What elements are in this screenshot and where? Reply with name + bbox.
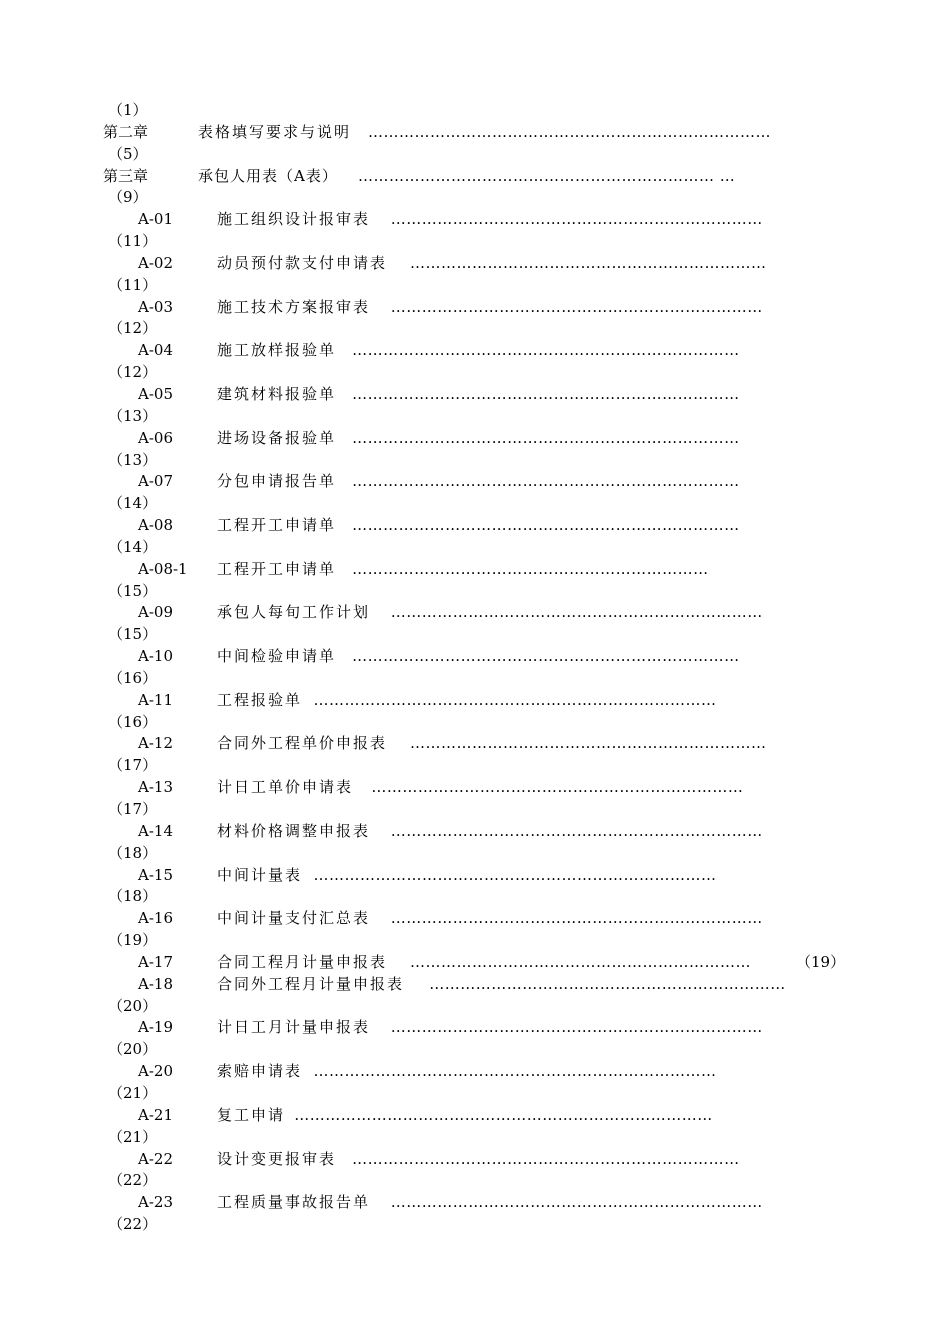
item-code: A-03 xyxy=(138,297,173,316)
leader-dots: …………………………………………………………… xyxy=(410,734,767,753)
page-ref-line xyxy=(103,930,863,952)
page-ref-line xyxy=(103,275,863,297)
page-number: （17） xyxy=(108,800,158,818)
item-title: 工程质量事故报告单 xyxy=(217,1193,371,1212)
page-number: （22） xyxy=(108,1171,158,1190)
item-code: A-10 xyxy=(138,647,173,666)
leader-dots: ………………………………………………………………… xyxy=(352,384,740,403)
page-number: （12） xyxy=(108,319,158,338)
page-number: （21） xyxy=(108,1127,158,1146)
toc-item-row xyxy=(103,297,863,319)
toc-item-row xyxy=(103,253,863,275)
leader-dots: ……………………………………………………………… xyxy=(390,210,763,229)
page-number: （19） xyxy=(108,931,158,950)
toc-item-row xyxy=(103,974,863,996)
toc-item-row xyxy=(103,1017,863,1039)
item-title: 施工组织设计报审表 xyxy=(217,210,371,229)
page-ref-line xyxy=(103,1170,863,1192)
item-title: 材料价格调整申报表 xyxy=(217,821,371,840)
toc-item-row xyxy=(103,471,863,493)
page-ref-line xyxy=(103,1127,863,1149)
leader-dots: ………………………………………………………………… xyxy=(352,647,740,666)
toc-item-row xyxy=(103,602,863,624)
page-ref-line xyxy=(103,886,863,908)
page-ref-line xyxy=(103,144,863,166)
item-code: A-04 xyxy=(138,341,173,360)
toc-chapter-3 xyxy=(103,166,863,188)
page-ref-line xyxy=(103,996,863,1018)
item-code: A-15 xyxy=(138,865,173,884)
page-number: （9） xyxy=(108,188,148,207)
toc-item-row xyxy=(103,515,863,537)
leader-dots: ………………………………………………………………… xyxy=(352,516,740,535)
chapter-title: 表格填写要求与说明 xyxy=(198,122,352,141)
leader-dots: ……………………………………………………………… xyxy=(390,1018,763,1037)
item-title: 施工放样报验单 xyxy=(217,341,337,360)
toc-item-row xyxy=(103,646,863,668)
item-code: A-22 xyxy=(138,1149,173,1168)
leader-dots: …………………………………………………………………… xyxy=(313,1062,717,1081)
item-title: 索赔申请表 xyxy=(217,1062,303,1081)
item-code: A-05 xyxy=(138,384,173,403)
item-title: 工程报验单 xyxy=(217,690,303,709)
page-ref-line xyxy=(103,843,863,865)
item-title: 承包人每旬工作计划 xyxy=(217,603,371,622)
table-of-contents xyxy=(103,100,863,1236)
page-ref-line xyxy=(103,1083,863,1105)
leader-dots: ………………………………………………………………… xyxy=(352,428,740,447)
page-number: （19） xyxy=(796,952,846,971)
toc-item-row xyxy=(103,1105,863,1127)
leader-dots: …………………………………………………………… xyxy=(410,253,767,272)
page-number: （21） xyxy=(108,1083,158,1102)
toc-item-row xyxy=(103,1061,863,1083)
toc-item-row xyxy=(103,340,863,362)
chapter-label: 第三章 xyxy=(103,166,149,185)
item-title: 工程开工申请单 xyxy=(217,516,337,535)
item-code: A-09 xyxy=(138,603,173,622)
page-ref-line xyxy=(103,668,863,690)
page-ref-line xyxy=(103,450,863,472)
toc-item-row xyxy=(103,733,863,755)
toc-item-row xyxy=(103,821,863,843)
page-number: （11） xyxy=(108,232,158,251)
page-number: （14） xyxy=(108,494,158,513)
leader-dots: …………………………………………………………………… xyxy=(368,122,771,141)
leader-dots: …………………………………………………………… … xyxy=(358,166,736,185)
item-code: A-11 xyxy=(138,690,173,709)
page-number: （15） xyxy=(108,581,158,600)
leader-dots: …………………………………………………………………… xyxy=(313,690,717,709)
leader-dots: …………………………………………………………… xyxy=(429,974,786,993)
item-code: A-12 xyxy=(138,734,173,753)
item-title: 设计变更报审表 xyxy=(217,1149,337,1168)
toc-chapter-2 xyxy=(103,122,863,144)
page-number: （20） xyxy=(108,996,158,1015)
item-title: 建筑材料报验单 xyxy=(217,384,337,403)
page-ref-line xyxy=(103,537,863,559)
item-code: A-01 xyxy=(138,210,173,229)
leader-dots: ………………………………………………………………… xyxy=(352,341,740,360)
chapter-title: 承包人用表（A表） xyxy=(198,166,338,185)
item-code: A-13 xyxy=(138,778,173,797)
page-ref-line xyxy=(103,755,863,777)
toc-item-row xyxy=(103,865,863,887)
item-title: 计日工单价申请表 xyxy=(217,778,354,797)
page-number: （18） xyxy=(108,887,158,906)
toc-item-row xyxy=(103,384,863,406)
leader-dots: ………………………………………………………… xyxy=(410,952,751,971)
page-ref-line xyxy=(103,100,863,122)
page-number: （16） xyxy=(108,712,158,731)
toc-item-row xyxy=(103,952,863,974)
item-title: 合同外工程月计量申报表 xyxy=(217,974,405,993)
page-number: （17） xyxy=(108,756,158,775)
item-code: A-21 xyxy=(138,1105,173,1124)
toc-item-row xyxy=(103,908,863,930)
page-ref-line xyxy=(103,1214,863,1236)
item-title: 中间计量表 xyxy=(217,865,303,884)
leader-dots: ……………………………………………………………… xyxy=(390,821,763,840)
page-ref-line xyxy=(103,231,863,253)
page-ref-line xyxy=(103,799,863,821)
page-number: （16） xyxy=(108,668,158,687)
page-ref-line xyxy=(103,406,863,428)
page-ref-line xyxy=(103,581,863,603)
leader-dots: ……………………………………………………………… xyxy=(390,1193,763,1212)
toc-item-row xyxy=(103,559,863,581)
page-number: （13） xyxy=(108,406,158,425)
page-ref-line xyxy=(103,318,863,340)
page-number: （12） xyxy=(108,363,158,382)
toc-item-row xyxy=(103,1149,863,1171)
leader-dots: ……………………………………………………………… xyxy=(390,603,763,622)
item-title: 合同外工程单价申报表 xyxy=(217,734,388,753)
page-ref-line xyxy=(103,493,863,515)
page-number: （15） xyxy=(108,625,158,644)
page-number: （18） xyxy=(108,843,158,862)
item-title: 中间计量支付汇总表 xyxy=(217,909,371,928)
page-ref-line xyxy=(103,712,863,734)
page-number: （22） xyxy=(108,1215,158,1234)
leader-dots: ……………………………………………………………………… xyxy=(294,1105,713,1124)
toc-item-row xyxy=(103,428,863,450)
item-code: A-02 xyxy=(138,253,173,272)
item-title: 复工申请 xyxy=(217,1105,286,1124)
item-code: A-07 xyxy=(138,472,173,491)
toc-item-row xyxy=(103,690,863,712)
page-ref-line xyxy=(103,362,863,384)
item-code: A-08-1 xyxy=(138,559,188,578)
leader-dots: ………………………………………………………………… xyxy=(352,472,740,491)
item-code: A-20 xyxy=(138,1062,173,1081)
page-number: （1） xyxy=(108,101,148,119)
toc-item-row xyxy=(103,777,863,799)
page-ref-line xyxy=(103,1039,863,1061)
item-code: A-06 xyxy=(138,428,173,447)
page-number: （14） xyxy=(108,537,158,556)
item-title: 动员预付款支付申请表 xyxy=(217,253,388,272)
leader-dots: ………………………………………………………………… xyxy=(352,1149,740,1168)
page-ref-line xyxy=(103,624,863,646)
leader-dots: …………………………………………………………… xyxy=(352,559,709,578)
page-number: （13） xyxy=(108,450,158,469)
leader-dots: ……………………………………………………………… xyxy=(390,297,763,316)
item-title: 中间检验申请单 xyxy=(217,647,337,666)
leader-dots: …………………………………………………………………… xyxy=(313,865,717,884)
leader-dots: ……………………………………………………………… xyxy=(390,909,763,928)
item-title: 施工技术方案报审表 xyxy=(217,297,371,316)
toc-items xyxy=(103,209,863,1236)
item-code: A-18 xyxy=(138,974,173,993)
item-title: 工程开工申请单 xyxy=(217,559,337,578)
item-code: A-16 xyxy=(138,909,173,928)
item-title: 合同工程月计量申报表 xyxy=(217,952,388,971)
item-code: A-23 xyxy=(138,1193,173,1212)
page-number: （5） xyxy=(108,144,148,163)
item-code: A-14 xyxy=(138,821,173,840)
toc-item-row xyxy=(103,209,863,231)
leader-dots: ……………………………………………………………… xyxy=(371,778,744,797)
chapter-label: 第二章 xyxy=(103,122,149,141)
page-number: （20） xyxy=(108,1040,158,1059)
item-title: 分包申请报告单 xyxy=(217,472,337,491)
item-title: 计日工月计量申报表 xyxy=(217,1018,371,1037)
page-ref-line xyxy=(103,187,863,209)
item-code: A-08 xyxy=(138,516,173,535)
item-title: 进场设备报验单 xyxy=(217,428,337,447)
item-code: A-17 xyxy=(138,952,173,971)
toc-item-row xyxy=(103,1192,863,1214)
item-code: A-19 xyxy=(138,1018,173,1037)
page-number: （11） xyxy=(108,275,158,294)
